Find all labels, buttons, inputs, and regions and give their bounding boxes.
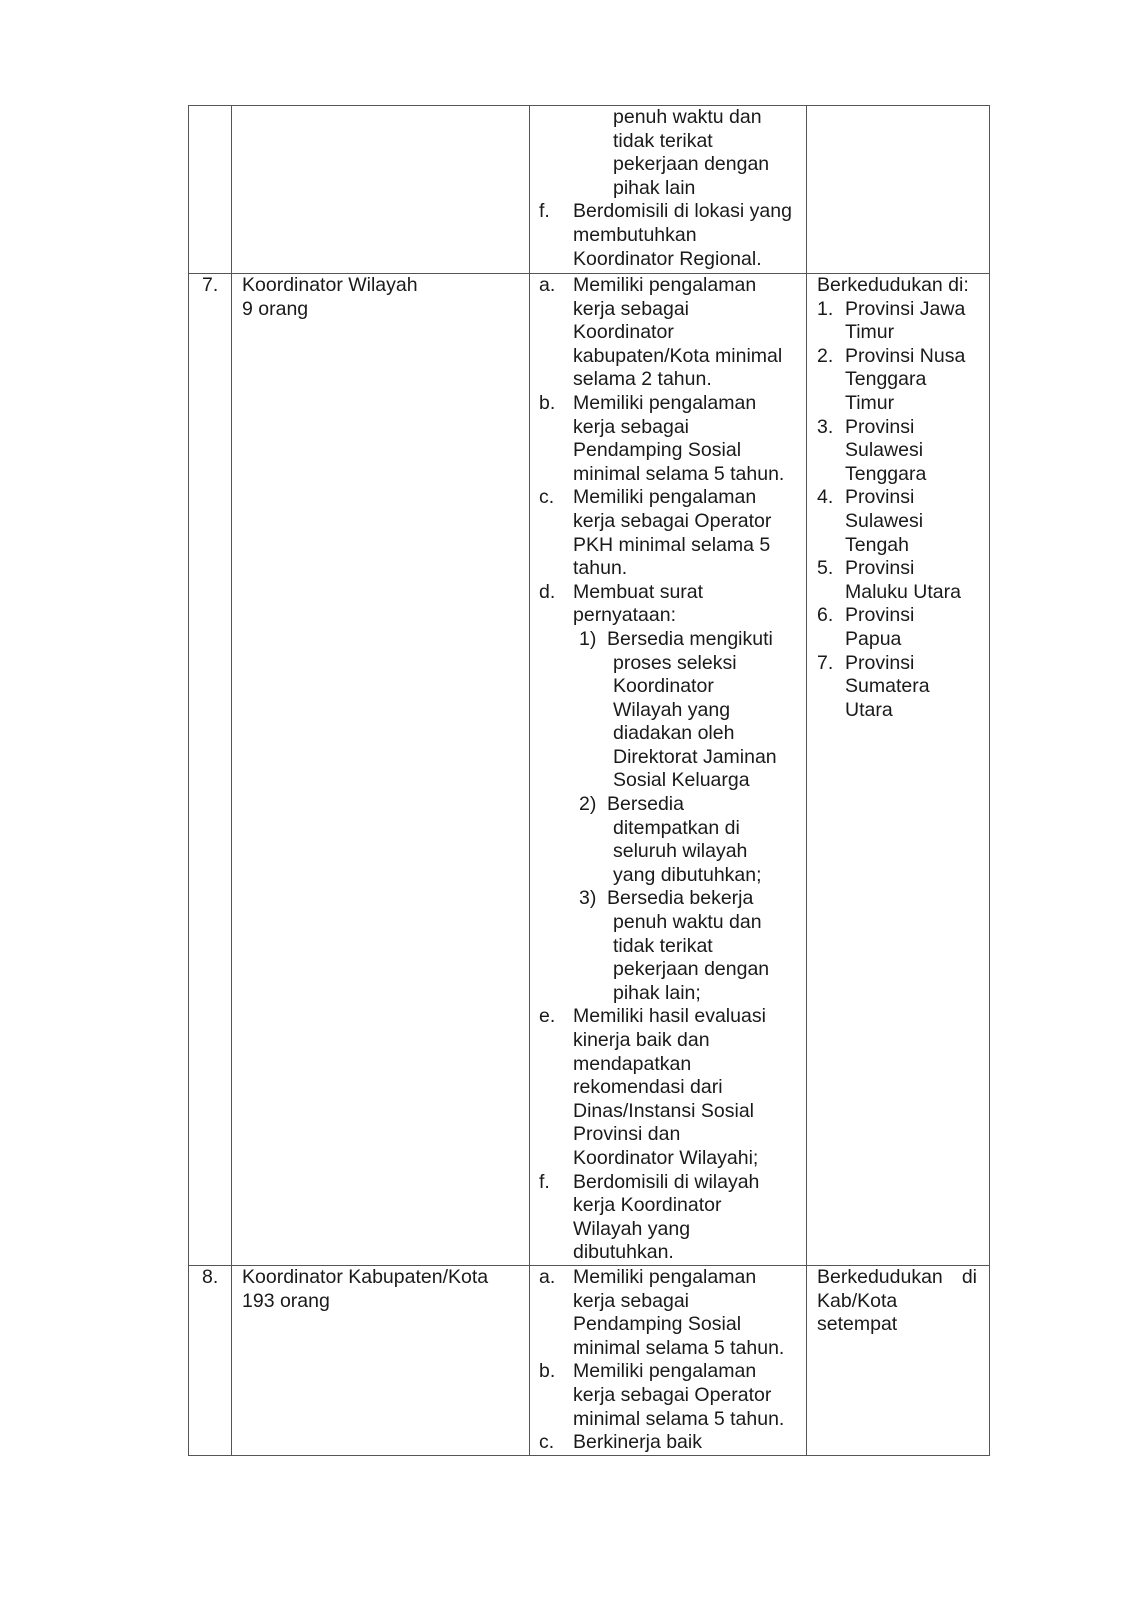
position-cell (232, 1265, 530, 1455)
row-number: 7. (202, 274, 219, 296)
text-line: Wilayah yang (613, 698, 731, 721)
text-line: Provinsi (845, 486, 915, 509)
text-line: Memiliki pengalaman (573, 1360, 757, 1383)
text-line: minimal selama 5 tahun. (573, 1407, 785, 1430)
text-line: Tenggara (845, 462, 927, 485)
item-label: b. (539, 391, 556, 414)
requirement-item (539, 1005, 806, 1170)
text-line: pernyataan: (573, 604, 676, 627)
position-cell (232, 106, 530, 274)
location-label: 5. (817, 557, 834, 580)
text-line: mendapatkan (573, 1052, 692, 1075)
sub-item (539, 628, 806, 793)
item-label: b. (539, 1360, 556, 1383)
requirements-cell (530, 274, 807, 1266)
continued-text (539, 106, 806, 200)
text-line: Sulawesi (845, 509, 924, 532)
location-heading: Berkedudukan di: (817, 274, 969, 296)
location-cell (807, 1265, 990, 1455)
text-line: penuh waktu dan (613, 911, 762, 934)
position-cell (232, 274, 530, 1266)
text-line: Wilayah yang (573, 1217, 691, 1240)
table-row (189, 1265, 990, 1455)
location-item (817, 298, 989, 345)
text-line: Provinsi dan (573, 1123, 681, 1146)
text-line: Provinsi Jawa (845, 297, 966, 320)
table-row (189, 106, 990, 274)
location-item (817, 604, 989, 651)
text-line: Memiliki pengalaman (573, 274, 757, 296)
sub-item-label: 2) (579, 793, 597, 816)
text-line: kerja sebagai (573, 415, 689, 438)
location-label: 3. (817, 415, 834, 438)
requirement-item (539, 581, 806, 628)
text-line: Memiliki pengalaman (573, 1265, 757, 1288)
text-line: Bersedia (607, 793, 684, 816)
text-line: pekerjaan dengan (613, 958, 770, 981)
sub-item-label: 3) (579, 887, 597, 910)
text-line: Timur (845, 391, 895, 414)
text-line: PKH minimal selama 5 (573, 533, 771, 556)
position-count: 193 orang (242, 1289, 330, 1312)
text-line: Berdomisili di lokasi yang (573, 200, 792, 223)
text-line: Sosial Keluarga (613, 769, 750, 792)
text-line: ditempatkan di (613, 816, 740, 839)
text-line: rekomendasi dari (573, 1076, 723, 1099)
location-label: 4. (817, 486, 834, 509)
text-line: Utara (845, 698, 893, 721)
position-count: 9 orang (242, 297, 309, 320)
location-heading (817, 1266, 977, 1290)
text-line: Direktorat Jaminan (613, 745, 777, 768)
location-item (817, 416, 989, 487)
text-line: Sumatera (845, 675, 930, 698)
position-title: Koordinator Kabupaten/Kota (242, 1265, 489, 1288)
location-item (817, 486, 989, 557)
location-label: 2. (817, 344, 834, 367)
text-line: Bersedia mengikuti (607, 627, 773, 650)
text-line: yang dibutuhkan; (613, 863, 762, 886)
text-line: Memiliki pengalaman (573, 391, 757, 414)
text-line: Berdomisili di wilayah (573, 1170, 760, 1193)
text-line: kerja sebagai (573, 297, 689, 320)
text-line: membutuhkan (573, 223, 697, 246)
location-item (817, 557, 989, 604)
requirement-item (539, 200, 806, 271)
location-cell (807, 106, 990, 274)
text-line: Provinsi (845, 604, 915, 627)
text-line: Tengah (845, 533, 909, 556)
text-line: tidak terikat (613, 129, 713, 152)
text-line: diadakan oleh (613, 722, 735, 745)
location-label: 7. (817, 651, 834, 674)
text-line: Bersedia bekerja (607, 887, 754, 910)
text-line: Memiliki pengalaman (573, 486, 757, 509)
text-line: Provinsi (845, 557, 915, 580)
text-line: kerja sebagai (573, 1289, 689, 1312)
row-number-cell (189, 274, 232, 1266)
text-line: penuh waktu dan (613, 106, 762, 128)
text-line: Berkinerja baik (573, 1431, 702, 1454)
text-line: pihak lain (613, 176, 696, 199)
requirement-item (539, 1431, 806, 1455)
text-line: dibutuhkan. (573, 1241, 674, 1264)
sub-item (539, 887, 806, 1005)
text-line: seluruh wilayah (613, 840, 748, 863)
text-line: minimal selama 5 tahun. (573, 462, 785, 485)
requirements-table (188, 105, 990, 1456)
text-line: pekerjaan dengan (613, 153, 770, 176)
text-line: pihak lain; (613, 981, 701, 1004)
text-line: Koordinator Wilayahi; (573, 1146, 759, 1169)
text-word: di (961, 1265, 977, 1288)
text-line: Sulawesi (845, 439, 924, 462)
position-title: Koordinator Wilayah (242, 274, 418, 296)
text-line: Maluku Utara (845, 580, 961, 603)
text-line: Koordinator (573, 321, 674, 344)
requirements-cell (530, 106, 807, 274)
item-label: d. (539, 580, 556, 603)
text-line: Provinsi (845, 415, 915, 438)
requirements-cell (530, 1265, 807, 1455)
text-line: Pendamping Sosial (573, 1313, 742, 1336)
text-line: minimal selama 5 tahun. (573, 1336, 785, 1359)
item-label: a. (539, 274, 556, 296)
text-line: kinerja baik dan (573, 1029, 710, 1051)
text-line: Timur (845, 321, 895, 344)
text-line: Membuat surat (573, 580, 704, 603)
location-cell (807, 274, 990, 1266)
text-line: kerja Koordinator (573, 1194, 722, 1217)
row-number-cell (189, 106, 232, 274)
item-label: e. (539, 1005, 556, 1028)
text-line: Provinsi Nusa (845, 344, 966, 367)
text-line: Memiliki hasil evaluasi (573, 1005, 766, 1028)
item-label: a. (539, 1265, 556, 1288)
text-line: tahun. (573, 557, 628, 580)
requirement-item (539, 1171, 806, 1265)
text-line: Dinas/Instansi Sosial (573, 1099, 755, 1122)
location-label: 6. (817, 604, 834, 627)
row-number-cell (189, 1265, 232, 1455)
text-line: tidak terikat (613, 934, 713, 957)
item-label: c. (539, 1431, 555, 1454)
requirement-item (539, 486, 806, 580)
text-line: Koordinator (613, 675, 714, 698)
location-item (817, 652, 989, 723)
text-line: Pendamping Sosial (573, 439, 742, 462)
item-label: c. (539, 486, 555, 509)
text-line: kerja sebagai Operator (573, 509, 772, 532)
text-line: setempat (817, 1313, 898, 1336)
text-line: Papua (845, 627, 902, 650)
location-item (817, 345, 989, 416)
text-word: Berkedudukan (817, 1265, 943, 1288)
table-row (189, 274, 990, 1266)
row-number: 8. (202, 1265, 219, 1288)
text-line: kerja sebagai Operator (573, 1383, 772, 1406)
item-label: f. (539, 1170, 550, 1193)
sub-item (539, 793, 806, 887)
requirement-item (539, 1266, 806, 1360)
requirement-item (539, 392, 806, 486)
text-line: selama 2 tahun. (573, 368, 712, 391)
sub-item-label: 1) (579, 627, 597, 650)
text-line: Koordinator Regional. (573, 247, 762, 270)
requirement-item (539, 274, 806, 392)
item-label: f. (539, 200, 550, 223)
requirement-item (539, 1360, 806, 1431)
text-line: kabupaten/Kota minimal (573, 344, 783, 367)
text-line: proses seleksi (613, 651, 737, 674)
location-label: 1. (817, 297, 834, 320)
text-line: Provinsi (845, 651, 915, 674)
text-line: Tenggara (845, 368, 927, 391)
text-line: Kab/Kota (817, 1289, 898, 1312)
